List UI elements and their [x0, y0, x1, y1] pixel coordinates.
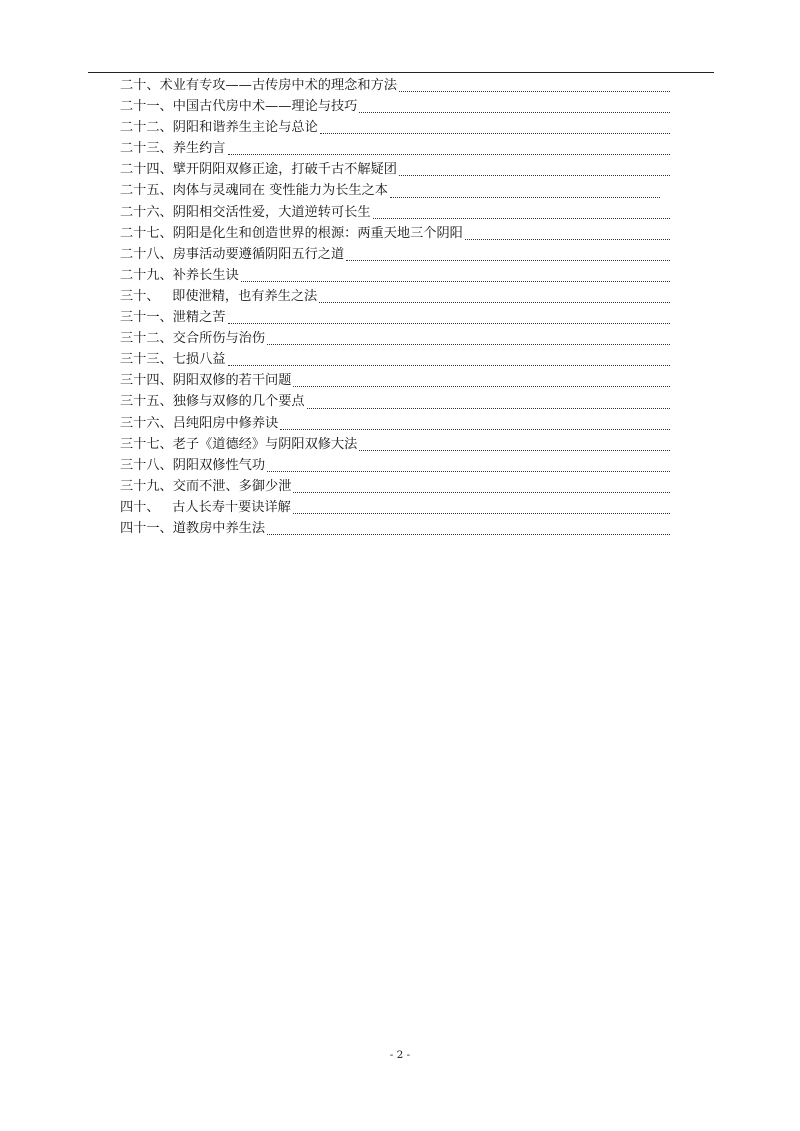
toc-entry-title: 三十六、吕纯阳房中修养诀 [120, 415, 279, 431]
toc-entry[interactable] [120, 497, 670, 518]
dot-leader [390, 197, 660, 198]
dot-leader [346, 260, 670, 261]
toc-entry[interactable] [120, 476, 670, 497]
toc-entry[interactable] [120, 413, 670, 434]
toc-entry-title: 三十五、独修与双修的几个要点 [120, 394, 305, 410]
toc-entry[interactable] [120, 138, 670, 159]
toc-entry-title: 三十二、交合所伤与治伤 [120, 331, 266, 347]
toc-entry[interactable] [120, 96, 670, 117]
toc-entry[interactable] [120, 265, 670, 286]
toc-entry[interactable] [120, 307, 670, 328]
toc-entry[interactable] [120, 286, 670, 307]
dot-leader [228, 323, 671, 324]
dot-leader [293, 386, 670, 387]
dot-leader [228, 154, 671, 155]
toc-entry-title: 二十六、阴阳相交活性爱，大道逆转可长生 [120, 204, 371, 220]
toc-entry[interactable] [120, 159, 670, 180]
dot-leader [465, 239, 670, 240]
dot-leader [373, 218, 670, 219]
toc-entry-title: 三十三、七损八益 [120, 352, 226, 368]
toc-entry[interactable] [120, 202, 670, 223]
page-number: - 2 - [389, 1049, 411, 1061]
toc-entry-title: 四十、 古人长寿十要诀详解 [120, 499, 291, 515]
toc-entry[interactable] [120, 244, 670, 265]
toc-entry-title: 二十二、阴阳和谐养生主论与总论 [120, 120, 318, 136]
dot-leader [267, 471, 670, 472]
toc-entry-title: 三十九、交而不泄、多御少泄 [120, 478, 292, 494]
toc-entry-title: 二十八、房事活动要遵循阴阳五行之道 [120, 246, 345, 262]
toc-entry-title: 二十五、肉体与灵魂同在 变性能力为长生之本 [120, 183, 388, 199]
toc-entry[interactable] [120, 455, 670, 476]
toc-entry-title: 二十、术业有专攻——古传房中术的理念和方法 [120, 78, 397, 93]
dot-leader [267, 344, 670, 345]
dot-leader [293, 513, 670, 514]
toc-entry[interactable] [120, 328, 670, 349]
toc-entry-title: 四十一、道教房中养生法 [120, 520, 266, 536]
dot-leader [307, 408, 670, 409]
toc-entry[interactable] [120, 180, 660, 201]
toc-entry[interactable] [120, 434, 670, 455]
dot-leader [228, 365, 671, 366]
toc-entry-title: 二十七、阴阳是化生和创造世界的根源：两重天地三个阴阳 [120, 225, 463, 241]
toc-entry[interactable] [120, 117, 670, 138]
toc-entry[interactable] [120, 391, 670, 412]
table-of-contents [120, 75, 670, 539]
dot-leader [293, 492, 670, 493]
dot-leader [399, 91, 670, 92]
toc-entry-title: 三十、 即使泄精，也有养生之法 [120, 288, 318, 304]
dot-leader [241, 281, 670, 282]
toc-entry-title: 二十九、补养长生诀 [120, 267, 239, 283]
toc-entry-title: 二十四、擘开阴阳双修正途，打破千古不解疑团 [120, 162, 397, 178]
toc-entry-title: 三十四、阴阳双修的若干问题 [120, 373, 292, 389]
dot-leader [319, 302, 670, 303]
header-rule [88, 72, 714, 73]
toc-entry[interactable] [120, 518, 670, 539]
dot-leader [359, 450, 670, 451]
dot-leader [359, 112, 670, 113]
dot-leader [267, 534, 670, 535]
toc-entry-title: 三十八、阴阳双修性气功 [120, 457, 266, 473]
toc-entry-title: 三十七、老子《道德经》与阴阳双修大法 [120, 436, 358, 452]
toc-entry[interactable] [120, 349, 670, 370]
dot-leader [320, 133, 670, 134]
toc-entry[interactable] [120, 370, 670, 391]
dot-leader [280, 429, 670, 430]
toc-entry-title: 二十一、中国古代房中术——理论与技巧 [120, 99, 358, 115]
toc-entry-title: 三十一、泄精之苦 [120, 310, 226, 326]
dot-leader [399, 175, 670, 176]
toc-entry-title: 二十三、养生约言 [120, 141, 226, 157]
toc-entry[interactable] [120, 75, 670, 96]
toc-entry[interactable] [120, 223, 670, 244]
